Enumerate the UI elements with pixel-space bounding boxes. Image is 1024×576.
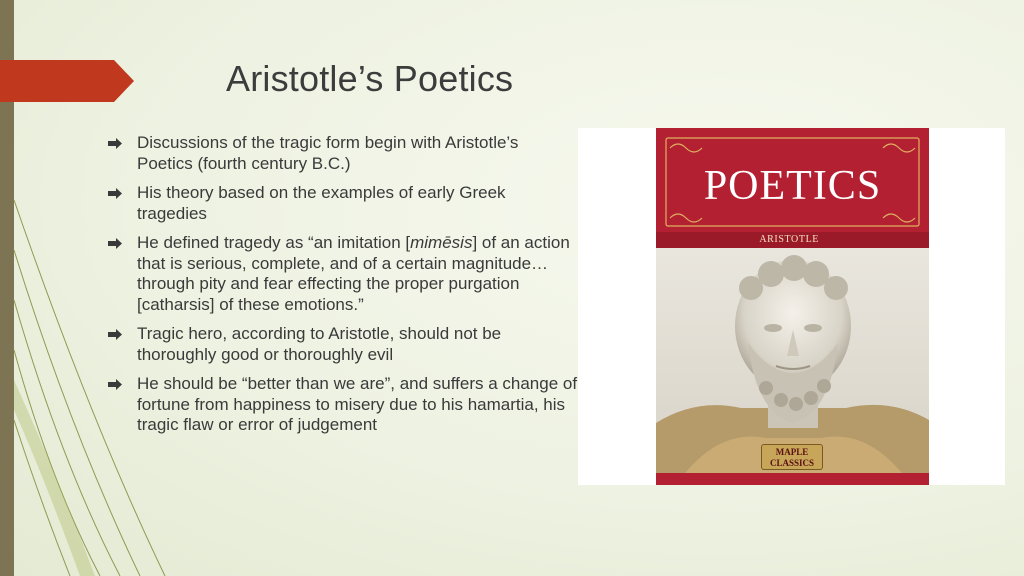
- bullet-text: He should be “better than we are”, and suffers a change of fortune from happiness to misery due to his hamartia, his tragic flaw or error of judgement: [137, 374, 578, 434]
- list-item: [108, 183, 578, 224]
- title-accent-arrow: [0, 60, 134, 102]
- list-item: [108, 374, 578, 436]
- bullet-text: Tragic hero, according to Aristotle, should not be thoroughly good or thoroughly evil: [137, 324, 502, 364]
- arrow-bullet-icon: [108, 379, 122, 390]
- book-title: POETICS: [703, 163, 882, 209]
- book-bottom-band: [656, 473, 929, 485]
- slide-title: Aristotle’s Poetics: [226, 58, 514, 99]
- book-cover-image: [656, 128, 929, 485]
- bullet-list: [108, 133, 578, 445]
- book-author: ARISTOTLE: [759, 234, 819, 245]
- publisher-line-2: CLASSICS: [769, 458, 815, 468]
- bullet-text: Discussions of the tragic form begin with Aristotle’s Poetics (fourth century B.C.): [137, 133, 519, 173]
- arrow-bullet-icon: [108, 329, 122, 340]
- arrow-bullet-icon: [108, 238, 122, 249]
- arrow-bullet-icon: [108, 138, 122, 149]
- list-item: [108, 233, 578, 315]
- arrow-bullet-icon: [108, 188, 122, 199]
- publisher-badge: [761, 444, 823, 470]
- publisher-line-1: MAPLE: [775, 447, 809, 457]
- list-item: [108, 324, 578, 365]
- bullet-text-before: He defined tragedy as “an imitation [: [137, 233, 411, 252]
- bullet-text-italic: mimēsis: [410, 233, 473, 252]
- bullet-text: His theory based on the examples of early Greek tragedies: [137, 183, 506, 223]
- bullet-text-after: ] of an action that is serious, complete, and of a certain magnitude…through pity and fear effecting the proper purgation [catharsis] of these emotions.”: [137, 233, 570, 314]
- list-item: [108, 133, 578, 174]
